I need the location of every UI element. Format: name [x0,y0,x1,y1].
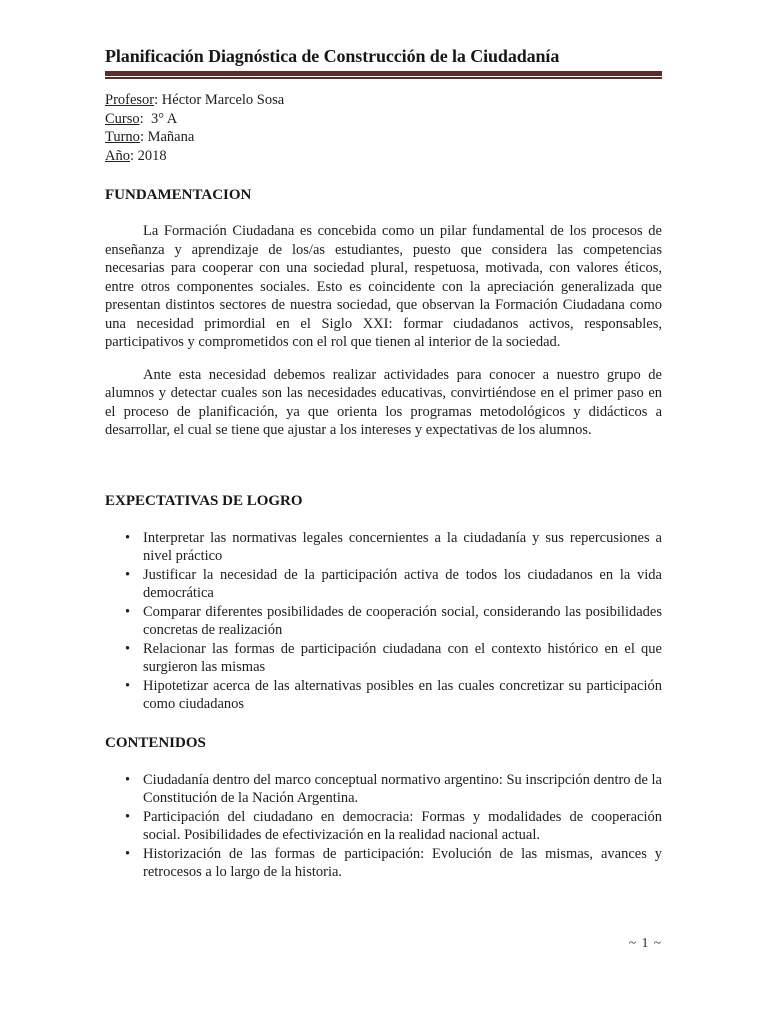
metadata-block [105,91,662,165]
bullet-item: • Interpretar las normativas legales concernientes a la ciudadanía y sus repercusiones a nivel práctico [105,529,662,566]
page-title: Planificación Diagnóstica de Construcción de la Ciudadanía [105,46,560,66]
meta-separator: : [139,129,148,145]
meta-value-anio: 2018 [137,147,167,164]
meta-value-turno: Mañana [147,129,195,145]
page-number: ~ 1 ~ [628,935,662,950]
meta-label-turno: Turno [105,129,140,145]
fundamentacion-paragraph-2: Ante esta necesidad debemos realizar actividades para conocer a nuestro grupo de alumnos y detectar cuales son las necesidades educativas, convirtiéndose en el primer paso en el proceso de planificación, ya que orienta los programas metodológicos y didácticos a desarrollar, el cual se tiene que ajustar a los intereses y expectativas de los alumnos. [105,366,662,438]
bullet-item: • Relacionar las formas de participación ciudadana con el contexto histórico en el que surgieron las mismas [105,640,662,677]
bullet-item: • Participación del ciudadano en democracia: Formas y modalidades de cooperación social. Posibilidades de efectivización en la realidad nacional actual. [105,808,662,845]
meta-line-curso [105,110,662,129]
fundamentacion-paragraph-1: La Formación Ciudadana es concebida como un pilar fundamental de los procesos de enseñanza y aprendizaje de los/as estudiantes, puesto que considera las competencias necesarias para cooperar con una sociedad plural, respetuosa, motivada, con valores éticos, entre otros componentes sociales. Esto es coincidente con la apreciación generalizada que presentan distintos sectores de nuestra sociedad, que observan la Formación Ciudadana como una necesidad primordial en el Siglo XXI: formar ciudadanos activos, responsables, participativos y comprometidos con el rol que tienen al interior de la sociedad. [105,223,662,350]
section-heading-contenidos: CONTENIDOS [105,734,206,751]
contenidos-bullet-list [105,771,662,882]
meta-line-anio [105,147,662,166]
title-rule-thin [105,77,662,79]
bullet-item: • Hipotetizar acerca de las alternativas posibles en las cuales concretizar su participación como ciudadanos [105,677,662,714]
section-heading-expectativas: EXPECTATIVAS DE LOGRO [105,492,303,509]
meta-line-turno [105,128,662,147]
meta-label-curso: Curso [105,110,140,127]
bullet-item: • Historización de las formas de participación: Evolución de las mismas, avances y retrocesos a lo largo de la historia. [105,845,662,882]
meta-line-profesor [105,91,662,110]
meta-value-profesor: Héctor Marcelo Sosa [161,92,285,108]
bullet-item: • Justificar la necesidad de la participación activa de todos los ciudadanos en la vida democrática [105,566,662,603]
meta-label-anio: Año [105,147,130,164]
meta-value-curso: 3° A [150,110,178,127]
bullet-item: • Comparar diferentes posibilidades de cooperación social, considerando las posibilidades concretas de realización [105,603,662,640]
meta-separator: : [129,147,138,164]
meta-separator: : [154,92,162,108]
section-heading-fundamentacion: FUNDAMENTACION [105,187,252,203]
bullet-item: • Ciudadanía dentro del marco conceptual normativo argentino: Su inscripción dentro de la Constitución de la Nación Argentina. [105,771,662,808]
meta-label-profesor: Profesor [105,92,155,108]
expectativas-bullet-list [105,529,662,714]
meta-separator: : [139,110,151,127]
title-rule-thick [105,71,662,76]
